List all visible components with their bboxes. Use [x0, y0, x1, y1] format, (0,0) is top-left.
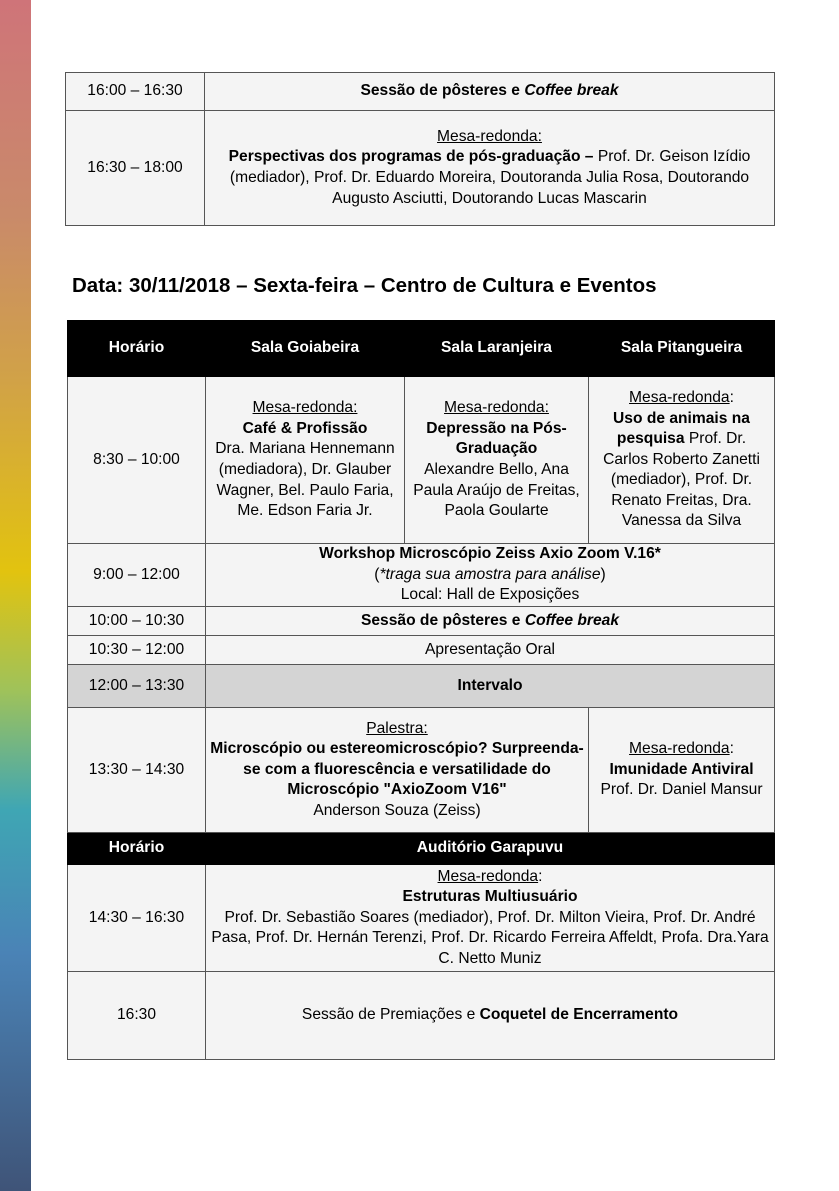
- time-cell: 16:30: [68, 972, 206, 1060]
- time-cell: 10:30 – 12:00: [68, 636, 206, 665]
- table-header-row: [68, 321, 775, 377]
- event-cell: Sessão de Premiações e Coquetel de Encerramento: [206, 972, 775, 1060]
- time-cell: 16:30 – 18:00: [66, 111, 205, 226]
- header-sala-goiabeira: Sala Goiabeira: [206, 321, 405, 377]
- event-cell-palestra: Palestra: Microscópio ou estereomicroscópio? Surpreenda-se com a fluorescência e versatilidade do Microscópio "AxioZoom V16" Anderson Souza (Zeiss): [206, 708, 589, 833]
- header-horario: Horário: [68, 833, 206, 865]
- schedule-table-previous-day: [65, 72, 775, 226]
- event-cell: Intervalo: [206, 665, 775, 708]
- time-cell: 9:00 – 12:00: [68, 544, 206, 607]
- table-header-row: [68, 833, 775, 865]
- time-cell: 13:30 – 14:30: [68, 708, 206, 833]
- event-type-label: Mesa-redonda:: [437, 127, 542, 145]
- table-row: [66, 73, 775, 111]
- time-cell: 16:00 – 16:30: [66, 73, 205, 111]
- event-cell-goiabeira: Mesa-redonda: Café & Profissão Dra. Mariana Hennemann (mediadora), Dr. Glauber Wagner, Bel. Paulo Faria, Me. Edson Faria Jr.: [206, 377, 405, 544]
- event-cell-workshop: Workshop Microscópio Zeiss Axio Zoom V.16* (*traga sua amostra para análise) Local: Hall de Exposições: [206, 544, 775, 607]
- event-cell-mesa: Mesa-redonda: Imunidade Antiviral Prof. Dr. Daniel Mansur: [589, 708, 775, 833]
- time-cell: 10:00 – 10:30: [68, 607, 206, 636]
- event-cell: Mesa-redonda: Estruturas Multiusuário Prof. Dr. Sebastião Soares (mediador), Prof. Dr. Milton Vieira, Prof. Dr. André Pasa, Prof. Dr. Hernán Terenzi, Prof. Dr. Ricardo Ferreira Affeldt, Profa. Dra.Yara C. Netto Muniz: [206, 865, 775, 972]
- table-row: [68, 377, 775, 544]
- header-auditorio-garapuvu: Auditório Garapuvu: [206, 833, 775, 865]
- header-horario: Horário: [68, 321, 206, 377]
- section-title: Data: 30/11/2018 – Sexta-feira – Centro de Cultura e Eventos: [72, 274, 657, 297]
- event-cell: Apresentação Oral: [206, 636, 775, 665]
- table-row: [68, 636, 775, 665]
- event-title: Perspectivas dos programas de pós-graduação –: [228, 148, 594, 166]
- header-sala-pitangueira: Sala Pitangueira: [589, 321, 775, 377]
- table-row: [68, 665, 775, 708]
- table-row: [68, 708, 775, 833]
- event-cell: Sessão de pôsteres e Coffee break: [206, 607, 775, 636]
- schedule-table-day: [67, 320, 775, 1060]
- event-cell: [205, 111, 775, 226]
- event-people: Prof. Dr. Geison Izídio (mediador), Prof. Dr. Eduardo Moreira, Doutoranda Julia Rosa, Doutorando Augusto Asciutti, Doutorando Lucas Mascarin: [229, 148, 751, 207]
- event-cell-pitangueira: Mesa-redonda: Uso de animais na pesquisa Prof. Dr. Carlos Roberto Zanetti (mediador), Prof. Dr. Renato Freitas, Dra. Vanessa da Silva: [589, 377, 775, 544]
- table-row: [66, 111, 775, 226]
- event-cell-laranjeira: Mesa-redonda: Depressão na Pós-Graduação Alexandre Bello, Ana Paula Araújo de Freitas, Paola Goularte: [405, 377, 589, 544]
- time-cell: 14:30 – 16:30: [68, 865, 206, 972]
- table-row: [68, 972, 775, 1060]
- time-cell: 8:30 – 10:00: [68, 377, 206, 544]
- table-row: [68, 865, 775, 972]
- table-row: [68, 544, 775, 607]
- table-row: [68, 607, 775, 636]
- decorative-gradient-strip: [0, 0, 31, 1191]
- header-sala-laranjeira: Sala Laranjeira: [405, 321, 589, 377]
- event-cell: Sessão de pôsteres e Coffee break: [205, 73, 775, 111]
- time-cell: 12:00 – 13:30: [68, 665, 206, 708]
